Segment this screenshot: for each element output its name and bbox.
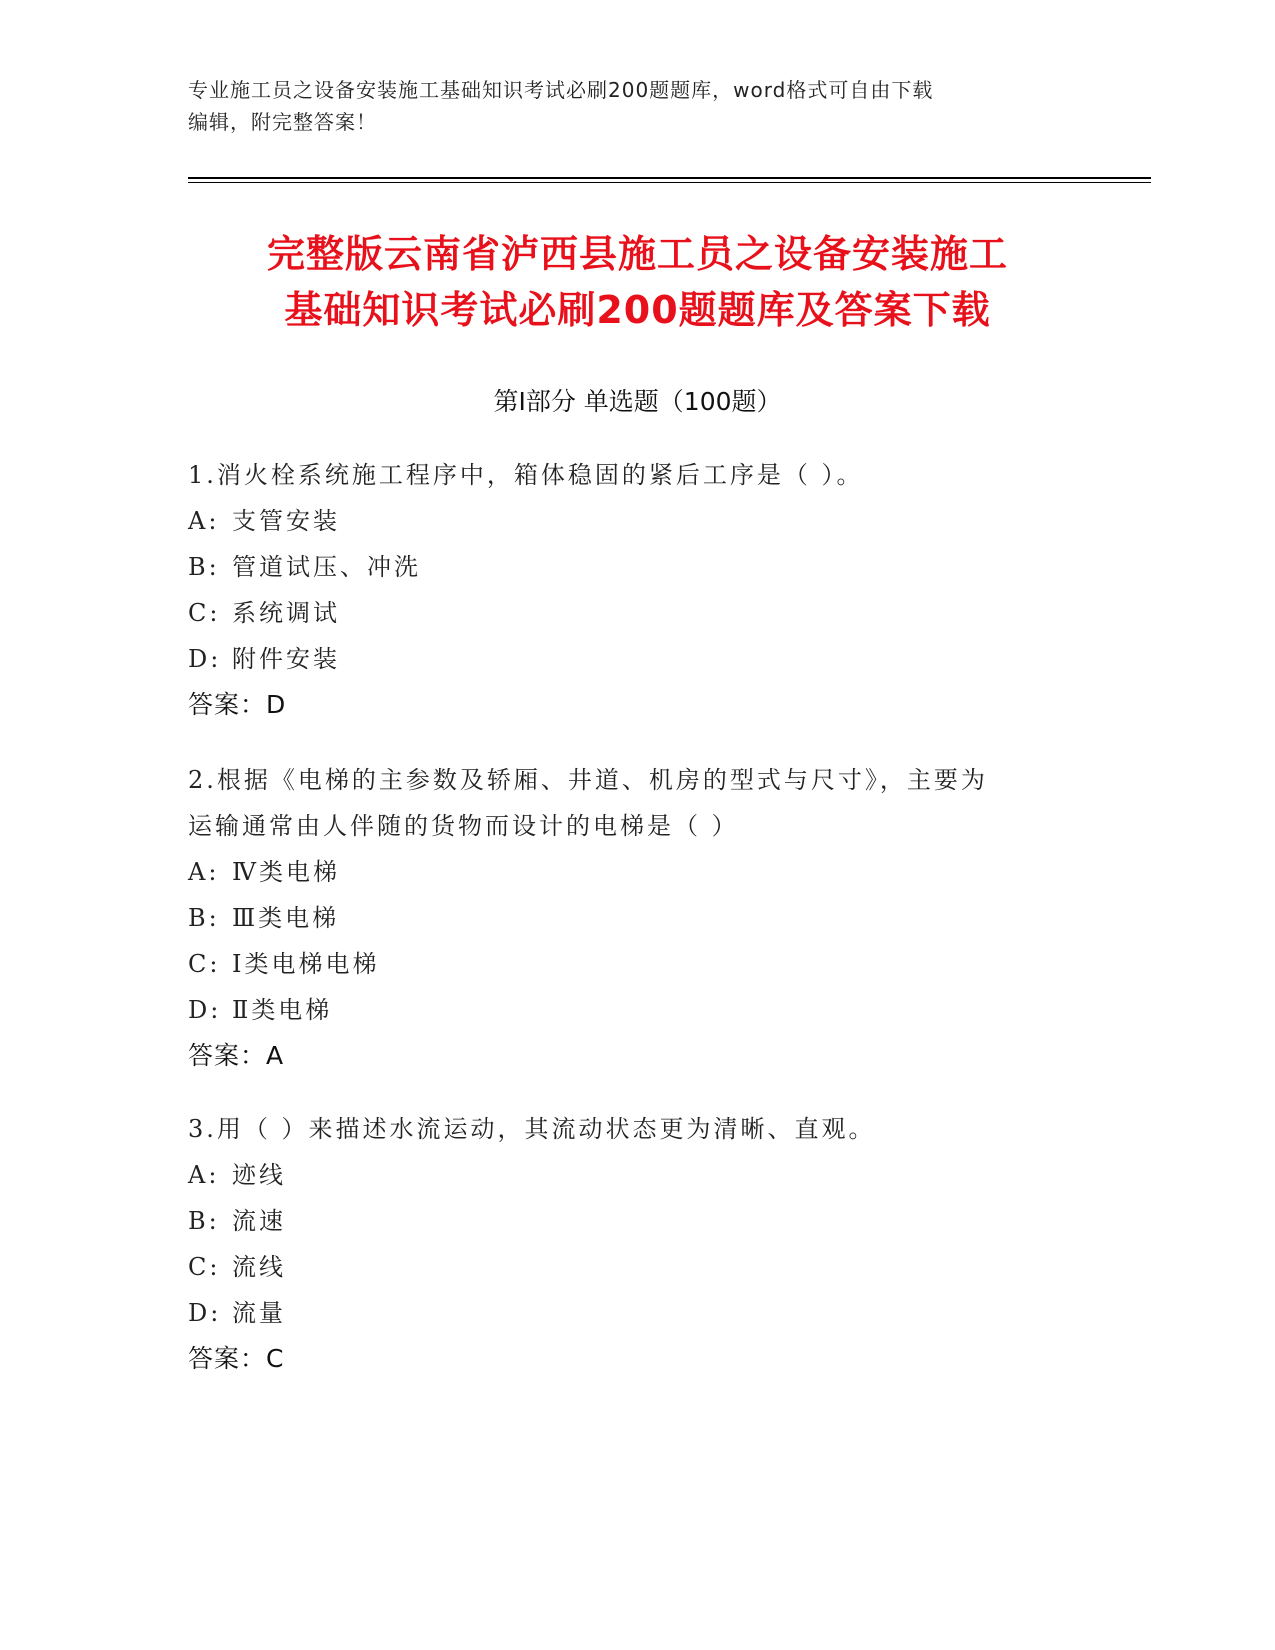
option-c [188,590,1088,636]
option-text: 支管安装 [232,507,340,535]
document-title-line-1: 完整版云南省泸西县施工员之设备安装施工 [266,232,1008,276]
option-b [188,544,1088,590]
document-title-line-2: 基础知识考试必刷200题题库及答案下载 [284,288,991,332]
option-letter: A: [188,507,220,535]
option-letter: D: [188,1299,222,1327]
option-b [188,895,1088,941]
option-letter: B: [188,553,220,581]
header-note-line-2: 编辑，附完整答案！ [188,110,377,134]
option-text: Ⅰ类电梯电梯 [232,950,380,978]
option-a [188,849,1088,895]
question-1 [188,452,1088,728]
option-text: 流速 [232,1207,286,1235]
header-divider-thick [188,177,1151,179]
option-c [188,941,1088,987]
option-text: 迹线 [232,1161,286,1189]
option-letter: C: [188,1253,221,1281]
option-text: 管道试压、冲洗 [232,553,421,581]
question-3 [188,1106,1088,1382]
question-stem-line-1: 2.根据《电梯的主参数及轿厢、井道、机房的型式与尺寸》，主要为 [188,766,988,794]
answer-line: 答案：A [188,1041,285,1070]
option-a [188,1152,1088,1198]
option-c [188,1244,1088,1290]
option-d [188,1290,1088,1336]
option-a [188,498,1088,544]
header-note [188,74,1068,138]
section-title: 第Ⅰ部分 单选题（100题） [493,387,782,416]
option-letter: B: [188,1207,220,1235]
option-text: Ⅳ类电梯 [232,858,340,886]
option-letter: B: [188,904,220,932]
header-divider-thin [188,182,1151,183]
option-d [188,987,1088,1033]
option-letter: D: [188,645,222,673]
option-text: 系统调试 [232,599,340,627]
answer-line: 答案：C [188,1344,285,1373]
option-letter: A: [188,1161,220,1189]
option-text: 流线 [232,1253,286,1281]
option-letter: D: [188,996,222,1024]
option-letter: A: [188,858,220,886]
header-note-line-1: 专业施工员之设备安装施工基础知识考试必刷200题题库，word格式可自由下载 [188,78,934,102]
question-2 [188,757,1088,1079]
option-text: Ⅲ类电梯 [232,904,340,932]
question-stem: 3.用（ ）来描述水流运动，其流动状态更为清晰、直观。 [188,1115,876,1143]
document-title [120,226,1155,338]
answer-line: 答案：D [188,690,287,719]
option-letter: C: [188,950,221,978]
option-text: 流量 [232,1299,286,1327]
question-stem: 1.消火栓系统施工程序中，箱体稳固的紧后工序是（ ）。 [188,461,864,489]
option-text: 附件安装 [232,645,340,673]
question-stem-line-2: 运输通常由人伴随的货物而设计的电梯是（ ） [188,812,739,840]
option-text: Ⅱ类电梯 [232,996,333,1024]
option-d [188,636,1088,682]
option-b [188,1198,1088,1244]
option-letter: C: [188,599,221,627]
